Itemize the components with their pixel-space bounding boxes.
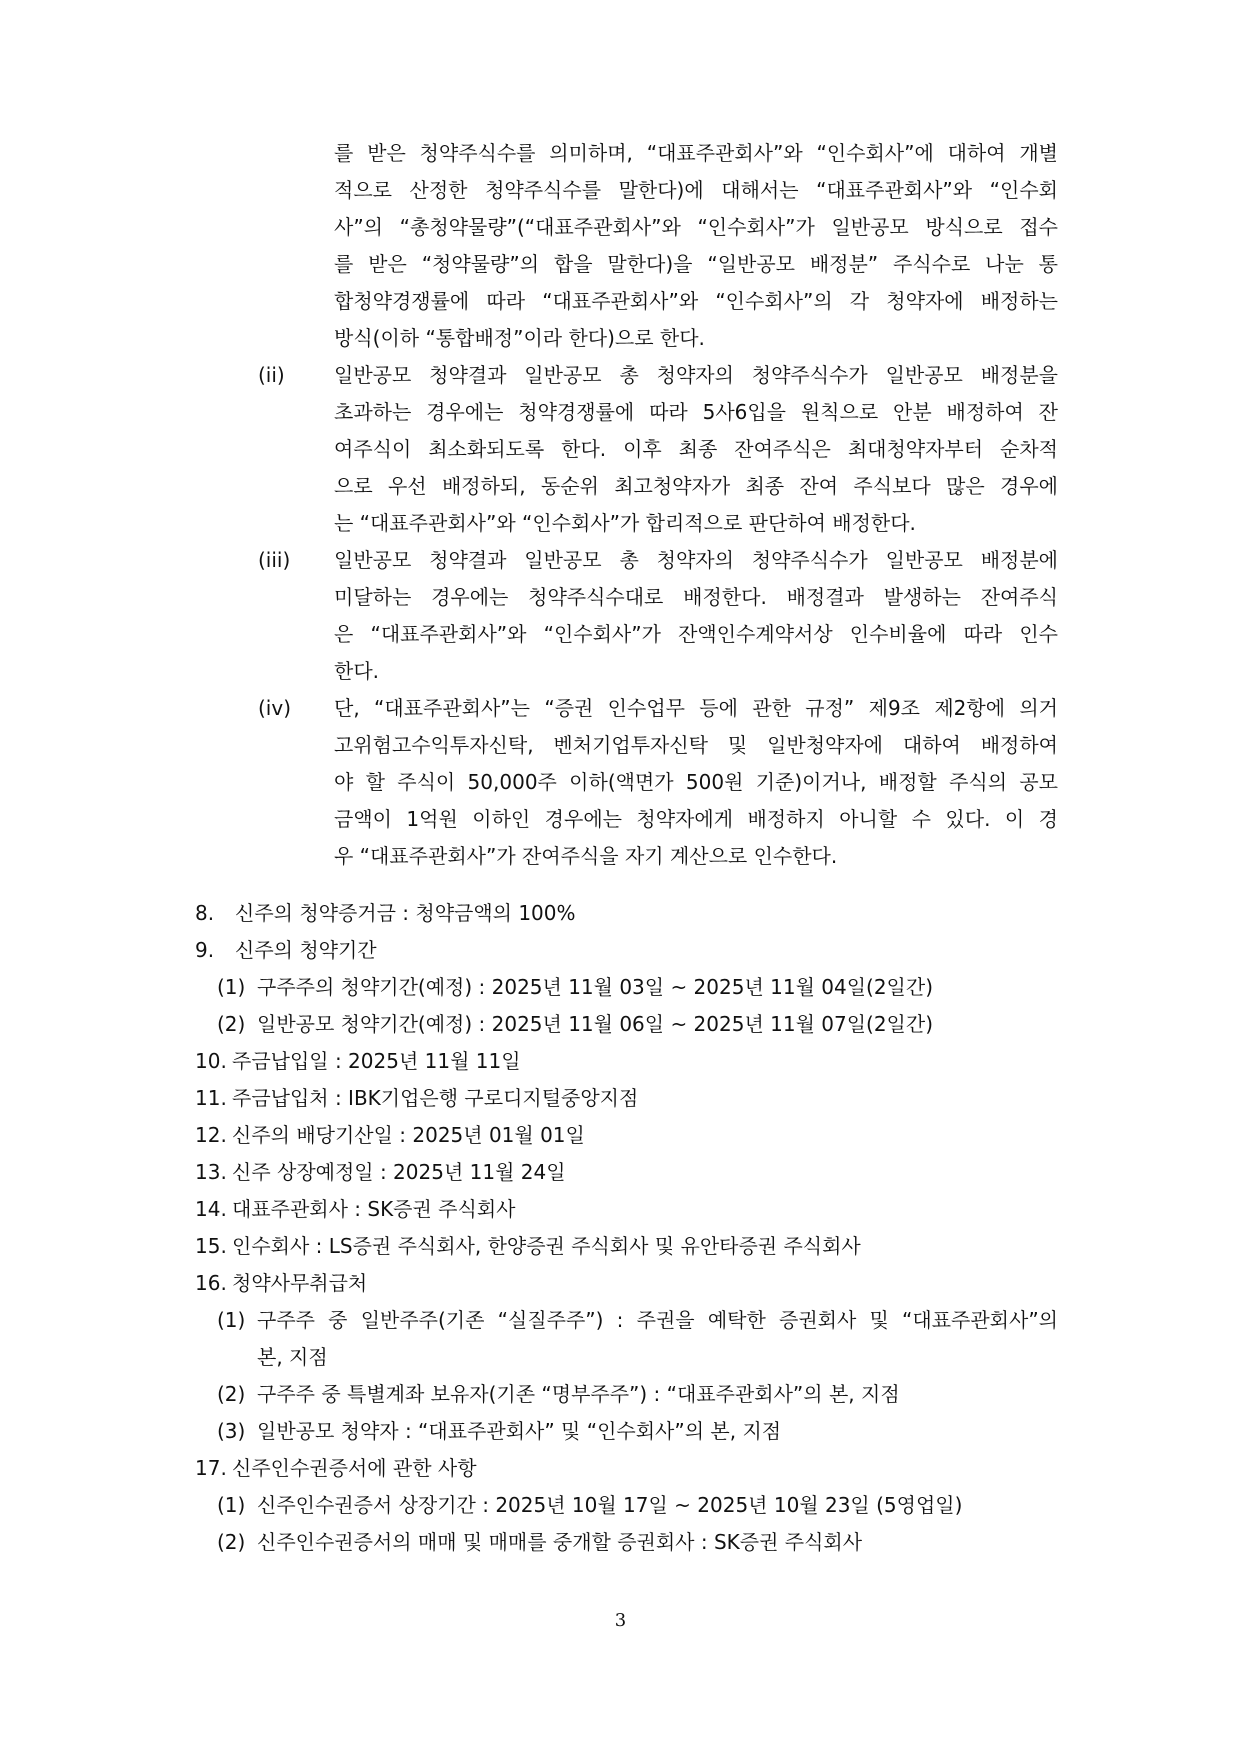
sub-marker: (1) (217, 1493, 246, 1517)
paragraph-line: 방식(이하 “통합배정”이라 한다)으로 한다. (334, 326, 705, 350)
page-number: 3 (614, 1610, 627, 1631)
sub-text: 구주주 중 특별계좌 보유자(기존 “명부주주”) : “대표주관회사”의 본, 지점 (257, 1382, 900, 1406)
item-number: 16. (195, 1271, 227, 1295)
item-text: 신주인수권증서에 관한 사항 (232, 1456, 477, 1480)
paragraph-line: 으로 우선 배정하되, 동순위 최고청약자가 최종 잔여 주식보다 많은 경우에 (334, 474, 1058, 498)
sub-marker: (3) (217, 1419, 246, 1443)
sub-text: 구주주의 청약기간(예정) : 2025년 11월 03일 ~ 2025년 11월 04일(2일간) (257, 975, 934, 999)
sub-marker: (1) (217, 975, 246, 999)
item-number: 9. (195, 938, 215, 962)
paragraph-line: 를 받은 “청약물량”의 합을 말한다)을 “일반공모 배정분” 주식수로 나눈 통 (334, 252, 1058, 276)
item-text: 주금납입일 : 2025년 11월 11일 (232, 1049, 521, 1073)
item-text: 신주의 청약기간 (235, 938, 377, 962)
item-number: 14. (195, 1197, 227, 1221)
item-number: 13. (195, 1160, 227, 1184)
item-text: 청약사무취급처 (232, 1271, 368, 1295)
roman-marker: (ii) (258, 363, 285, 387)
sub-text: 본, 지점 (257, 1345, 328, 1369)
sub-text: 신주인수권증서 상장기간 : 2025년 10월 17일 ~ 2025년 10월 23일 (5영업일) (257, 1493, 963, 1517)
paragraph-line: 은 “대표주관회사”와 “인수회사”가 잔액인수계약서상 인수비율에 따라 인수 (334, 622, 1058, 646)
item-number: 10. (195, 1049, 227, 1073)
paragraph-line: 초과하는 경우에는 청약경쟁률에 따라 5사6입을 원칙으로 안분 배정하여 잔 (334, 400, 1058, 424)
sub-text: 일반공모 청약자 : “대표주관회사” 및 “인수회사”의 본, 지점 (257, 1419, 782, 1443)
paragraph-line: 한다. (334, 659, 379, 683)
paragraph-line: 야 할 주식이 50,000주 이하(액면가 500원 기준)이거나, 배정할 주식의 공모 (334, 770, 1058, 794)
sub-marker: (2) (217, 1530, 246, 1554)
item-text: 주금납입처 : IBK기업은행 구로디지털중앙지점 (232, 1086, 639, 1110)
paragraph-line: 고위험고수익투자신탁, 벤처기업투자신탁 및 일반청약자에 대하여 배정하여 (334, 733, 1058, 757)
sub-text: 일반공모 청약기간(예정) : 2025년 11월 06일 ~ 2025년 11월 07일(2일간) (257, 1012, 934, 1036)
item-text: 신주 상장예정일 : 2025년 11월 24일 (232, 1160, 566, 1184)
sub-text: 구주주 중 일반주주(기존 “실질주주”) : 주권을 예탁한 증권회사 및 “대표주관회사”의 (257, 1308, 1058, 1332)
paragraph-line: 는 “대표주관회사”와 “인수회사”가 합리적으로 판단하여 배정한다. (334, 511, 916, 535)
paragraph-line: 적으로 산정한 청약주식수를 말한다)에 대해서는 “대표주관회사”와 “인수회 (334, 178, 1058, 202)
item-text: 인수회사 : LS증권 주식회사, 한양증권 주식회사 및 유안타증권 주식회사 (232, 1234, 861, 1258)
item-number: 15. (195, 1234, 227, 1258)
paragraph-line: 우 “대표주관회사”가 잔여주식을 자기 계산으로 인수한다. (334, 844, 838, 868)
item-text: 대표주관회사 : SK증권 주식회사 (232, 1197, 516, 1221)
sub-marker: (1) (217, 1308, 246, 1332)
roman-marker: (iv) (258, 696, 291, 720)
paragraph-line: 여주식이 최소화되도록 한다. 이후 최종 잔여주식은 최대청약자부터 순차적 (334, 437, 1058, 461)
paragraph-line: 일반공모 청약결과 일반공모 총 청약자의 청약주식수가 일반공모 배정분에 (334, 548, 1058, 572)
sub-marker: (2) (217, 1382, 246, 1406)
item-number: 12. (195, 1123, 227, 1147)
item-text: 신주의 배당기산일 : 2025년 01월 01일 (232, 1123, 585, 1147)
roman-marker: (iii) (258, 548, 291, 572)
paragraph-line: 사”의 “총청약물량”(“대표주관회사”와 “인수회사”가 일반공모 방식으로 접수 (334, 215, 1058, 239)
paragraph-line: 일반공모 청약결과 일반공모 총 청약자의 청약주식수가 일반공모 배정분을 (334, 363, 1058, 387)
paragraph-line: 미달하는 경우에는 청약주식수대로 배정한다. 배정결과 발생하는 잔여주식 (334, 585, 1058, 609)
sub-marker: (2) (217, 1012, 246, 1036)
paragraph-line: 를 받은 청약주식수를 의미하며, “대표주관회사”와 “인수회사”에 대하여 개별 (334, 141, 1058, 165)
paragraph-line: 합청약경쟁률에 따라 “대표주관회사”와 “인수회사”의 각 청약자에 배정하는 (334, 289, 1058, 313)
paragraph-line: 금액이 1억원 이하인 경우에는 청약자에게 배정하지 아니할 수 있다. 이 경 (334, 807, 1058, 831)
item-number: 11. (195, 1086, 227, 1110)
item-number: 8. (195, 901, 215, 925)
item-number: 17. (195, 1456, 227, 1480)
item-text: 신주의 청약증거금 : 청약금액의 100% (235, 901, 576, 925)
paragraph-line: 단, “대표주관회사”는 “증권 인수업무 등에 관한 규정” 제9조 제2항에 의거 (334, 696, 1058, 720)
sub-text: 신주인수권증서의 매매 및 매매를 중개할 증권회사 : SK증권 주식회사 (257, 1530, 863, 1554)
